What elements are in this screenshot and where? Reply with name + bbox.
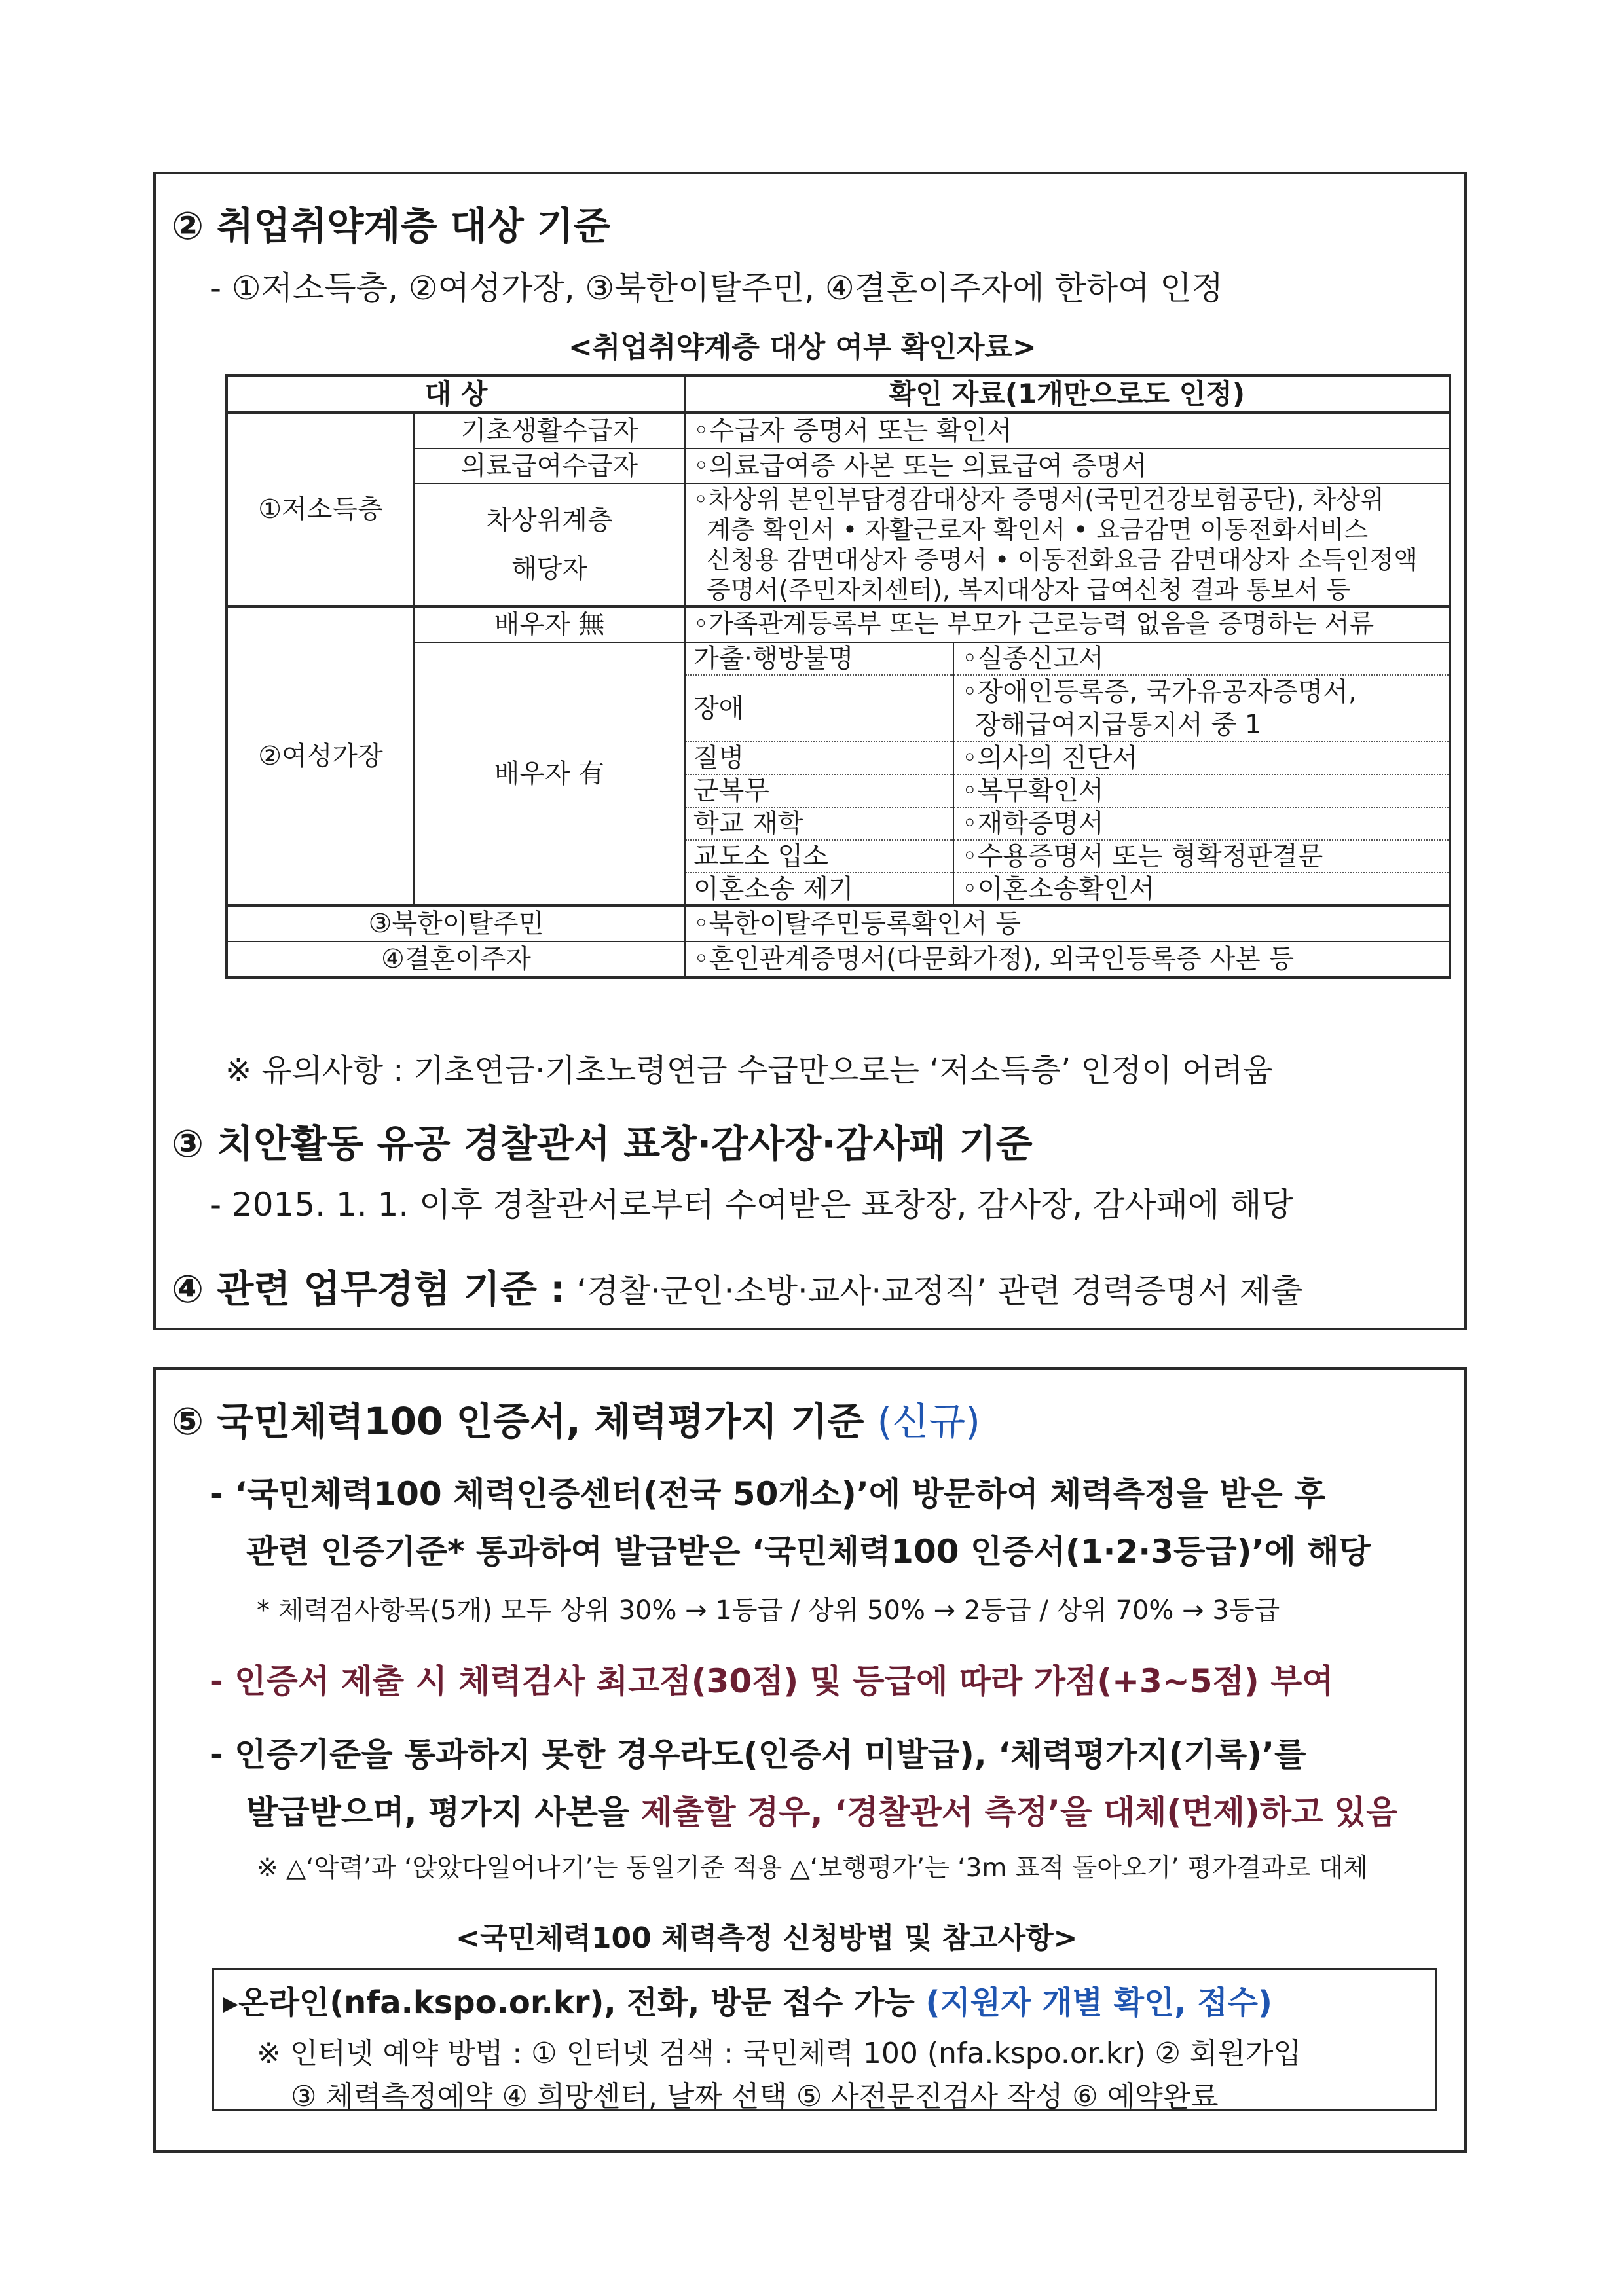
sec5-caption: <국민체력100 체력측정 신청방법 및 참고사항> (456, 1922, 1078, 1955)
reason-doc-4: ◦재학증명서 (953, 807, 1450, 840)
sec2-table-caption: <취업취약계층 대상 여부 확인자료> (568, 331, 1037, 364)
sec4-desc: ‘경찰·군인·소방·교사·교정직’ 관련 경력증명서 제출 (576, 1272, 1303, 1310)
sec5-p3-line1: - 인증기준을 통과하지 못한 경우라도(인증서 미발급), ‘체력평가지(기록)’를 (210, 1736, 1306, 1774)
near-poor-doc-4: 증명서(주민자치센터), 복지대상자 급여신청 결과 통보서 등 (707, 575, 1351, 604)
doc-near-poor (685, 484, 1450, 606)
sec5-title-line (172, 1391, 980, 1446)
sec5-p1-line2: 관련 인증기준* 통과하여 발급받은 ‘국민체력100 인증서(1·2·3등급)’에 해당 (246, 1533, 1371, 1571)
sub-has-spouse: 배우자 有 (414, 642, 685, 905)
doc-medical: ◦의료급여증 사본 또는 의료급여 증명서 (685, 448, 1450, 484)
reason-6: 이혼소송 제기 (685, 873, 953, 905)
sec2-desc: - ①저소득층, ②여성가장, ③북한이탈주민, ④결혼이주자에 한하여 인정 (210, 269, 1223, 307)
sec3-title: ③ 치안활동 유공 경찰관서 표창·감사장·감사패 기준 (172, 1121, 1033, 1166)
reason-3: 군복무 (685, 774, 953, 807)
reason-doc-1 (953, 675, 1450, 742)
reason-doc-2: ◦의사의 진단서 (953, 742, 1450, 774)
near-poor-doc-2: 계층 확인서 • 자활근로자 확인서 • 요금감면 이동전화서비스 (707, 515, 1369, 544)
sec2-title: ② 취업취약계층 대상 기준 (172, 204, 610, 248)
near-poor-doc-1: ◦차상위 본인부담경감대상자 증명서(국민건강보험공단), 차상위 (693, 485, 1384, 514)
reason-doc-1-line1: ◦장애인등록증, 국가유공자증명서, (962, 677, 1357, 707)
doc-defector: ◦북한이탈주민등록확인서 등 (685, 905, 1450, 941)
cat-low-income: ①저소득층 (227, 412, 414, 606)
sec5-p1-footnote: * 체력검사항목(5개) 모두 상위 30% → 1등급 / 상위 50% → 2등급 / 상위 70% → 3등급 (257, 1595, 1280, 1626)
sec5-new-tag: (신규) (877, 1399, 980, 1444)
th-target: 대 상 (227, 376, 685, 412)
sec5-p3-line2a: 발급받으며, 평가지 사본을 (246, 1793, 630, 1831)
doc-immigrant: ◦혼인관계증명서(다문화가정), 외국인등록증 사본 등 (685, 941, 1450, 977)
box-line1-blue: (지원자 개별 확인, 접수) (925, 1984, 1272, 2021)
sec4-line (172, 1258, 1302, 1313)
sec5-p3-line2b: 제출할 경우, ‘경찰관서 측정’을 대체(면제)하고 있음 (640, 1793, 1398, 1831)
sec4-title: ④ 관련 업무경험 기준 : (172, 1267, 566, 1311)
box-line1-text: ▸온라인(nfa.kspo.or.kr), 전화, 방문 접수 가능 (223, 1984, 915, 2021)
sub-basic: 기초생활수급자 (414, 412, 685, 448)
sec5-p2: - 인증서 제출 시 체력검사 최고점(30점) 및 등급에 따라 가점(+3~5점) 부여 (210, 1662, 1334, 1700)
reason-4: 학교 재학 (685, 807, 953, 840)
cat-immigrant: ④결혼이주자 (227, 941, 685, 977)
reason-1: 장애 (685, 675, 953, 742)
sub-near-poor (414, 484, 685, 606)
sec5-p3-note: ※ △‘악력’과 ‘앉았다일어나기’는 동일기준 적용 △‘보행평가’는 ‘3m 표적 돌아오기’ 평가결과로 대체 (257, 1853, 1369, 1883)
near-poor-line2: 해당자 (511, 554, 587, 584)
box-line2: ※ 인터넷 예약 방법 : ① 인터넷 검색 : 국민체력 100 (nfa.kspo.or.kr) ② 회원가입 (257, 2037, 1301, 2070)
th-docs: 확인 자료(1개만으로도 인정) (685, 376, 1450, 412)
sub-medical: 의료급여수급자 (414, 448, 685, 484)
sub-no-spouse: 배우자 無 (414, 606, 685, 642)
reason-doc-5: ◦수용증명서 또는 형확정판결문 (953, 840, 1450, 873)
reason-5: 교도소 입소 (685, 840, 953, 873)
sec5-p1-line1: - ‘국민체력100 체력인증센터(전국 50개소)’에 방문하여 체력측정을 받은 후 (210, 1475, 1326, 1513)
near-poor-line1: 차상위계층 (486, 505, 613, 536)
cat-defector: ③북한이탈주민 (227, 905, 685, 941)
sec2-note: ※ 유의사항 : 기초연금·기초노령연금 수급만으로는 ‘저소득층’ 인정이 어려움 (225, 1052, 1274, 1089)
sec5-p3-line2 (246, 1786, 1397, 1833)
doc-no-spouse: ◦가족관계등록부 또는 부모가 근로능력 없음을 증명하는 서류 (685, 606, 1450, 642)
box-line3: ③ 체력측정예약 ④ 희망센터, 날짜 선택 ⑤ 사전문진검사 작성 ⑥ 예약완료 (291, 2080, 1219, 2113)
reason-doc-1-line2: 장해급여지급통지서 중 1 (975, 710, 1262, 740)
reason-doc-0: ◦실종신고서 (953, 642, 1450, 675)
sec3-desc: - 2015. 1. 1. 이후 경찰관서로부터 수여받은 표창장, 감사장, 감사패에 해당 (210, 1186, 1293, 1224)
reason-doc-6: ◦이혼소송확인서 (953, 873, 1450, 905)
vulnerable-class-table (225, 374, 1451, 979)
cat-female-head: ②여성가장 (227, 606, 414, 905)
doc-basic: ◦수급자 증명서 또는 확인서 (685, 412, 1450, 448)
near-poor-doc-3: 신청용 감면대상자 증명서 • 이동전화요금 감면대상자 소득인정액 (707, 545, 1418, 574)
reason-doc-3: ◦복무확인서 (953, 774, 1450, 807)
reason-0: 가출·행방불명 (685, 642, 953, 675)
sec5-title: ⑤ 국민체력100 인증서, 체력평가지 기준 (172, 1399, 864, 1444)
box-line1 (223, 1977, 1272, 2022)
reason-2: 질병 (685, 742, 953, 774)
